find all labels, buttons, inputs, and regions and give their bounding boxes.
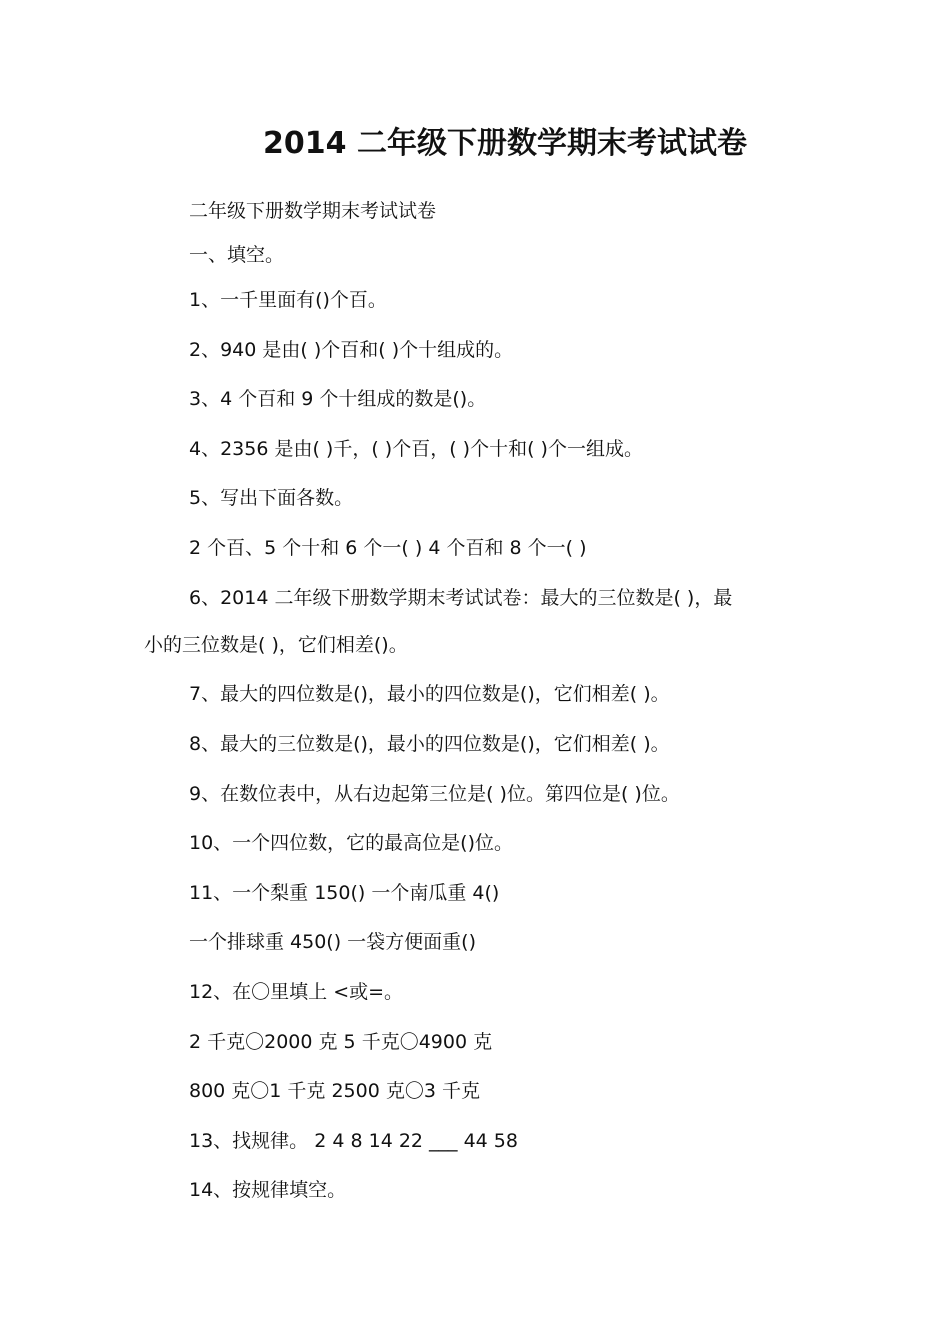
question-line: 800 克〇1 千克 2500 克〇3 千克 — [189, 1080, 480, 1102]
document-title: 2014 二年级下册数学期末考试试卷 — [263, 126, 747, 161]
question-line: 10、一个四位数，它的最高位是()位。 — [189, 832, 514, 854]
question-line: 2 个百、5 个十和 6 个一( ) 4 个百和 8 个一( ) — [189, 537, 587, 559]
question-line: 9、在数位表中，从右边起第三位是( )位。第四位是( )位。 — [189, 783, 680, 805]
question-line: 2、940 是由( )个百和( )个十组成的。 — [189, 339, 514, 361]
question-line: 4、2356 是由( )千，( )个百，( )个十和( )个一组成。 — [189, 438, 643, 460]
question-line: 一个排球重 450() 一袋方便面重() — [189, 931, 476, 953]
question-line: 2 千克〇2000 克 5 千克〇4900 克 — [189, 1031, 493, 1053]
question-line: 6、2014 二年级下册数学期末考试试卷：最大的三位数是( )，最 — [189, 587, 733, 609]
question-line: 1、一千里面有()个百。 — [189, 289, 387, 311]
question-line: 13、找规律。 2 4 8 14 22 ___ 44 58 — [189, 1130, 518, 1152]
question-line: 14、按规律填空。 — [189, 1179, 347, 1201]
question-line: 11、一个梨重 150() 一个南瓜重 4() — [189, 882, 500, 904]
question-line: 3、4 个百和 9 个十组成的数是()。 — [189, 388, 487, 410]
subtitle-line: 二年级下册数学期末考试试卷 — [189, 200, 437, 222]
question-line: 7、最大的四位数是()，最小的四位数是()，它们相差( )。 — [189, 683, 670, 705]
question-line: 12、在〇里填上 <或=。 — [189, 981, 404, 1003]
section-heading: 一、填空。 — [189, 244, 285, 266]
question-line: 8、最大的三位数是()，最小的四位数是()，它们相差( )。 — [189, 733, 670, 755]
question-line: 5、写出下面各数。 — [189, 487, 354, 509]
question-line: 小的三位数是( )，它们相差()。 — [144, 634, 408, 656]
